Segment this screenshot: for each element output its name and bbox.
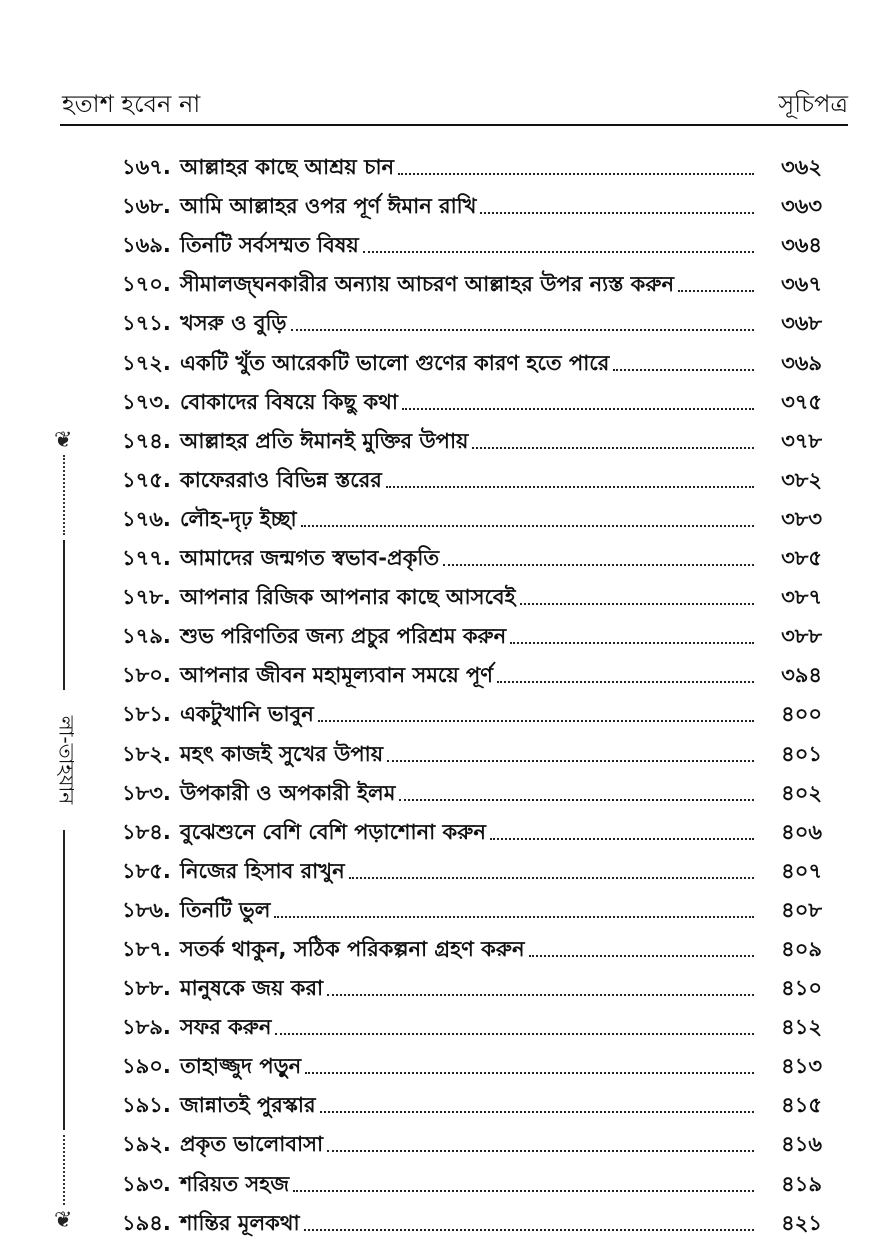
toc-entry <box>100 1003 822 1042</box>
toc-entry <box>100 1159 822 1198</box>
toc-entry-number: ১৮৮. <box>122 976 171 1001</box>
toc-entry <box>100 964 822 1003</box>
toc-entry-title: শরিয়ত সহজ <box>180 1171 290 1196</box>
section-title: সূচিপত্র <box>778 90 848 118</box>
spine-solid-line-bottom <box>63 830 65 1130</box>
toc-dot-leader <box>399 799 754 801</box>
toc-entry <box>100 886 822 925</box>
toc-entry-title: আল্লাহর প্রতি ঈমানই মুক্তির উপায় <box>180 428 469 453</box>
toc-entry-title: খসরু ও বুড়ি <box>180 311 287 336</box>
toc-entry-number: ১৬৯. <box>122 233 171 258</box>
toc-entry-title: বোকাদের বিষয়ে কিছু কথা <box>180 389 398 414</box>
toc-entry <box>100 1081 822 1120</box>
toc-entry-page: ৩৮২ <box>781 467 822 492</box>
toc-dot-leader <box>678 290 754 292</box>
toc-entry-title: লৌহ-দৃঢ় ইচ্ছা <box>180 506 297 531</box>
spine-solid-line-top <box>63 540 65 690</box>
toc-entry-title: মহৎ কাজই সুখের উপায় <box>180 741 384 766</box>
toc-dot-leader <box>327 994 754 996</box>
toc-entry-number: ১৭৯. <box>122 624 171 649</box>
toc-entry-title: শুভ পরিণতির জন্য প্রচুর পরিশ্রম করুন <box>180 624 507 649</box>
toc-entry-page: ৪০১ <box>781 741 822 766</box>
toc-entry-page: ৪১৯ <box>781 1171 822 1196</box>
toc-entry-number: ১৯২. <box>122 1132 171 1157</box>
toc-dot-leader <box>613 369 754 371</box>
toc-entry-page: ৩৭৮ <box>781 428 822 453</box>
toc-dot-leader <box>301 525 754 527</box>
toc-entry-page: ৩৬৯ <box>781 350 822 375</box>
toc-dot-leader <box>402 408 754 410</box>
toc-entry-title: আমি আল্লাহর ওপর পূর্ণ ঈমান রাখি <box>180 194 477 219</box>
toc-dot-leader <box>349 877 754 879</box>
toc-dot-leader <box>398 173 754 175</box>
toc-entry <box>100 221 822 260</box>
toc-entry-title: কাফেররাও বিভিন্ন স্তরের <box>180 467 382 492</box>
toc-entry-page: ৩৭৫ <box>781 389 822 414</box>
toc-entry-page: ৪১৩ <box>781 1054 822 1079</box>
toc-dot-leader <box>480 212 754 214</box>
page-header <box>62 78 848 122</box>
toc-dot-leader <box>510 642 754 644</box>
toc-entry-page: ৪১৫ <box>781 1093 822 1118</box>
toc-entry-title: সফর করুন <box>180 1015 272 1040</box>
toc-entry-number: ১৮০. <box>122 663 171 688</box>
toc-entry-number: ১৭৪. <box>122 428 171 453</box>
toc-entry-page: ৪১২ <box>781 1015 822 1040</box>
toc-entry-page: ৩৮৫ <box>781 546 822 571</box>
toc-entry-page: ৪০৭ <box>781 858 822 883</box>
toc-entry-page: ৪১৬ <box>781 1132 822 1157</box>
toc-entry-page: ৪১০ <box>781 976 822 1001</box>
toc-entry-title: মানুষকে জয় করা <box>180 976 324 1001</box>
toc-entry-number: ১৮২. <box>122 741 171 766</box>
toc-entry <box>100 925 822 964</box>
toc-entry <box>100 378 822 417</box>
toc-entry <box>100 1042 822 1081</box>
toc-entry <box>100 495 822 534</box>
spine-dotted-line-top <box>63 455 66 535</box>
toc-dot-leader <box>387 760 754 762</box>
toc-entry <box>100 729 822 768</box>
toc-dot-leader <box>275 1033 754 1035</box>
toc-entry-number: ১৭০. <box>122 272 171 297</box>
toc-dot-leader <box>320 1111 754 1113</box>
toc-entry-number: ১৭১. <box>122 311 171 336</box>
toc-entry-page: ৩৬৪ <box>781 233 822 258</box>
toc-entry-title: তিনটি ভুল <box>180 897 271 922</box>
toc-entry <box>100 651 822 690</box>
toc-entry-number: ১৯৩. <box>122 1171 171 1196</box>
book-title: হতাশ হবেন না <box>62 90 201 118</box>
toc-entry-title: আল্লাহর কাছে আশ্রয় চান <box>180 155 395 180</box>
toc-dot-leader <box>529 955 755 957</box>
toc-entry-number: ১৮৪. <box>122 819 171 844</box>
toc-entry-number: ১৭৮. <box>122 585 171 610</box>
toc-entry <box>100 143 822 182</box>
toc-entry-title: তাহাজ্জুদ পড়ুন <box>180 1054 302 1079</box>
header-rule <box>60 124 848 126</box>
toc-entry-number: ১৯০. <box>122 1054 171 1079</box>
toc-dot-leader <box>490 838 754 840</box>
toc-dot-leader <box>363 251 754 253</box>
toc-entry-number: ১৯৪. <box>122 1210 171 1235</box>
toc-dot-leader <box>443 564 754 566</box>
toc-entry-number: ১৭৫. <box>122 467 171 492</box>
toc-entry-page: ৪২১ <box>781 1210 822 1235</box>
toc-dot-leader <box>305 1072 754 1074</box>
toc-entry <box>100 456 822 495</box>
toc-entry-number: ১৬৮. <box>122 194 171 219</box>
toc-entry-title: একটুখানি ভাবুন <box>180 702 314 727</box>
toc-entry <box>100 1120 822 1159</box>
toc-entry-number: ১৮৭. <box>122 936 171 961</box>
toc-entry <box>100 417 822 456</box>
spine-label <box>50 700 78 820</box>
toc-entry-page: ৩৬২ <box>781 155 822 180</box>
toc-dot-leader <box>520 603 754 605</box>
spine-label-text: লা-তাহযান <box>54 715 79 805</box>
spine-ornament-top-icon: ❦ <box>54 428 73 453</box>
toc-entry-title: শান্তির মূলকথা <box>180 1210 300 1235</box>
toc-entry-number: ১৮৫. <box>122 858 171 883</box>
toc-entry <box>100 769 822 808</box>
toc-entry <box>100 808 822 847</box>
toc-entry-page: ৪০২ <box>781 780 822 805</box>
toc-dot-leader <box>472 447 754 449</box>
toc-entry-number: ১৮৯. <box>122 1015 171 1040</box>
toc-entry <box>100 299 822 338</box>
toc-entry-page: ৩৬৮ <box>781 311 822 336</box>
toc-entry-title: একটি খুঁত আরেকটি ভালো গুণের কারণ হতে পারে <box>180 350 610 375</box>
toc-entry-page: ৩৬৭ <box>781 272 822 297</box>
toc-entry <box>100 260 822 299</box>
toc-entry-number: ১৭৩. <box>122 389 171 414</box>
toc-dot-leader <box>318 720 754 722</box>
toc-entry-title: নিজের হিসাব রাখুন <box>180 858 345 883</box>
toc-entry-page: ৪০৬ <box>781 819 822 844</box>
toc-entry <box>100 1199 822 1238</box>
toc-entry <box>100 612 822 651</box>
toc-dot-leader <box>386 486 754 488</box>
toc-dot-leader <box>274 916 754 918</box>
toc-entry-number: ১৮৩. <box>122 780 171 805</box>
toc-entry-title: প্রকৃত ভালোবাসা <box>180 1132 324 1157</box>
toc-entry-number: ১৮৬. <box>122 897 171 922</box>
toc-entry-title: তিনটি সর্বসম্মত বিষয় <box>180 233 359 258</box>
toc-dot-leader <box>304 1229 754 1231</box>
toc-dot-leader <box>327 1150 754 1152</box>
toc-entry-number: ১৯১. <box>122 1093 171 1118</box>
toc-entry-page: ৩৮৮ <box>781 624 822 649</box>
toc-entry-page: ৩৬৩ <box>781 194 822 219</box>
toc-entry-title: সতর্ক থাকুন, সঠিক পরিকল্পনা গ্রহণ করুন <box>180 936 525 961</box>
toc-entry-title: সীমালজ্ঘনকারীর অন্যায় আচরণ আল্লাহর উপর ন্যস্ত করুন <box>180 272 675 297</box>
toc-entry-page: ৪০৮ <box>781 897 822 922</box>
toc-entry-page: ৪০০ <box>781 702 822 727</box>
toc-dot-leader <box>291 329 754 331</box>
toc-entry-page: ৪০৯ <box>781 936 822 961</box>
toc-entry-number: ১৮১. <box>122 702 171 727</box>
toc-entry-title: বুঝেশুনে বেশি বেশি পড়াশোনা করুন <box>180 819 486 844</box>
toc-entry-page: ৩৮৭ <box>781 585 822 610</box>
toc-entry-title: উপকারী ও অপকারী ইলম <box>180 780 396 805</box>
toc-entry-page: ৩৯৪ <box>781 663 822 688</box>
toc-entry-number: ১৭৭. <box>122 546 171 571</box>
toc-entry <box>100 847 822 886</box>
toc-entry <box>100 690 822 729</box>
toc-entry <box>100 338 822 377</box>
table-of-contents <box>100 143 822 1238</box>
toc-entry <box>100 534 822 573</box>
toc-entry-number: ১৬৭. <box>122 155 171 180</box>
toc-entry-number: ১৭২. <box>122 350 171 375</box>
toc-dot-leader <box>293 1190 754 1192</box>
toc-entry-page: ৩৮৩ <box>781 506 822 531</box>
spine-ornament-bottom-icon: ❦ <box>54 1208 73 1233</box>
toc-entry-title: আমাদের জন্মগত স্বভাব-প্রকৃতি <box>180 546 440 571</box>
toc-entry-number: ১৭৬. <box>122 506 171 531</box>
toc-entry-title: আপনার রিজিক আপনার কাছে আসবেই <box>180 585 516 610</box>
toc-entry-title: আপনার জীবন মহামূল্যবান সময়ে পূর্ণ <box>180 663 493 688</box>
toc-entry-title: জান্নাতই পুরস্কার <box>180 1093 316 1118</box>
toc-entry <box>100 573 822 612</box>
toc-entry <box>100 182 822 221</box>
spine-dotted-line-bottom <box>63 1135 66 1205</box>
toc-dot-leader <box>497 681 754 683</box>
